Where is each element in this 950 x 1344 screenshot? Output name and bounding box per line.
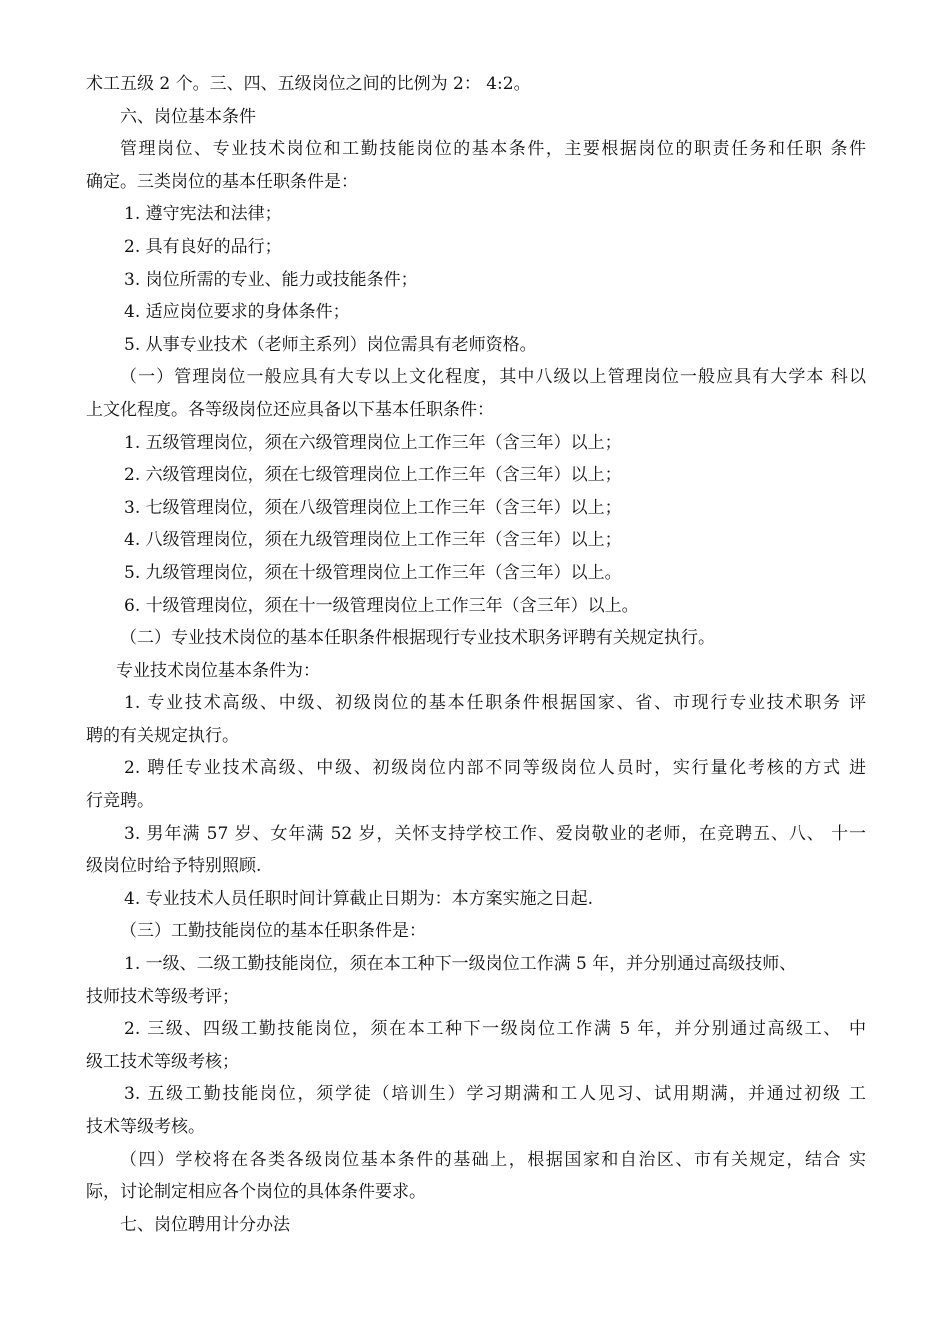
paragraph-line: 技术等级考核。 — [86, 1117, 205, 1137]
paragraph-line: 确定。三类岗位的基本任职条件是： — [86, 171, 358, 192]
list-item: 2. 六级管理岗位，须在七级管理岗位上工作三年（含三年）以上； — [124, 465, 622, 486]
list-item: 3. 男年满 57 岁、女年满 52 岁，关怀支持学校工作、爱岗敬业的老师，在竞聘五、八、 十一 — [124, 823, 866, 844]
list-item: 1. 遵守宪法和法律； — [124, 204, 282, 225]
paragraph-line: 管理岗位、专业技术岗位和工勤技能岗位的基本条件，主要根据岗位的职责任务和任职 条件 — [120, 139, 866, 160]
list-item: 2. 聘任专业技术高级、中级、初级岗位内部不同等级岗位人员时，实行量化考核的方式 进 — [124, 758, 866, 779]
paragraph-line: 专业技术岗位基本条件为： — [116, 660, 320, 681]
list-item: 3. 五级工勤技能岗位，须学徒（培训生）学习期满和工人见习、试用期满，并通过初级 工 — [124, 1084, 866, 1105]
paragraph-line: 上文化程度。各等级岗位还应具备以下基本任职条件： — [86, 399, 494, 420]
paragraph-line: 级岗位时给予特别照顾. — [86, 856, 262, 877]
list-item: 1. 专业技术高级、中级、初级岗位的基本任职条件根据国家、省、市现行专业技术职务 评 — [124, 693, 866, 714]
paragraph-line: 技师技术等级考评； — [86, 986, 239, 1007]
text-line-1: 术工五级 2 个。三、四、五级岗位之间的比例为 2： 4:2。 — [86, 74, 531, 94]
list-item: 4. 适应岗位要求的身体条件； — [124, 302, 350, 323]
paragraph-line: 际，讨论制定相应各个岗位的具体条件要求。 — [86, 1182, 426, 1203]
list-item: 1. 五级管理岗位，须在六级管理岗位上工作三年（含三年）以上； — [124, 432, 622, 453]
subsection-2-line: （二）专业技术岗位的基本任职条件根据现行专业技术职务评聘有关规定执行。 — [120, 628, 715, 649]
list-item: 4. 八级管理岗位，须在九级管理岗位上工作三年（含三年）以上； — [124, 530, 622, 551]
list-item: 4. 专业技术人员任职时间计算截止日期为：本方案实施之日起. — [124, 888, 594, 909]
list-item: 1. 一级、二级工勤技能岗位，须在本工种下一级岗位工作满 5 年，并分别通过高级技师、 — [124, 954, 797, 975]
section-heading-6: 六、岗位基本条件 — [120, 106, 256, 127]
list-item: 5. 九级管理岗位，须在十级管理岗位上工作三年（含三年）以上。 — [124, 562, 622, 583]
list-item: 3. 七级管理岗位，须在八级管理岗位上工作三年（含三年）以上； — [124, 497, 622, 518]
list-item: 6. 十级管理岗位，须在十一级管理岗位上工作三年（含三年）以上。 — [124, 595, 639, 616]
list-item: 2. 具有良好的品行； — [124, 236, 282, 257]
subsection-1-line: （一）管理岗位一般应具有大专以上文化程度，其中八级以上管理岗位一般应具有大学本 科以 — [120, 367, 866, 388]
list-item: 3. 岗位所需的专业、能力或技能条件； — [124, 269, 418, 290]
paragraph-line: 聘的有关规定执行。 — [86, 725, 239, 746]
subsection-4-line: （四）学校将在各类各级岗位基本条件的基础上，根据国家和自治区、市有关规定，结合 实 — [120, 1149, 866, 1170]
paragraph-line: 行竞聘。 — [86, 791, 154, 812]
section-heading-7: 七、岗位聘用计分办法 — [120, 1214, 290, 1235]
list-item: 5. 从事专业技术（老师主系列）岗位需具有老师资格。 — [124, 334, 537, 355]
subsection-3-line: （三）工勤技能岗位的基本任职条件是： — [120, 921, 426, 942]
list-item: 2. 三级、四级工勤技能岗位，须在本工种下一级岗位工作满 5 年，并分别通过高级工、 中 — [124, 1019, 866, 1040]
paragraph-line: 级工技术等级考核； — [86, 1051, 239, 1072]
